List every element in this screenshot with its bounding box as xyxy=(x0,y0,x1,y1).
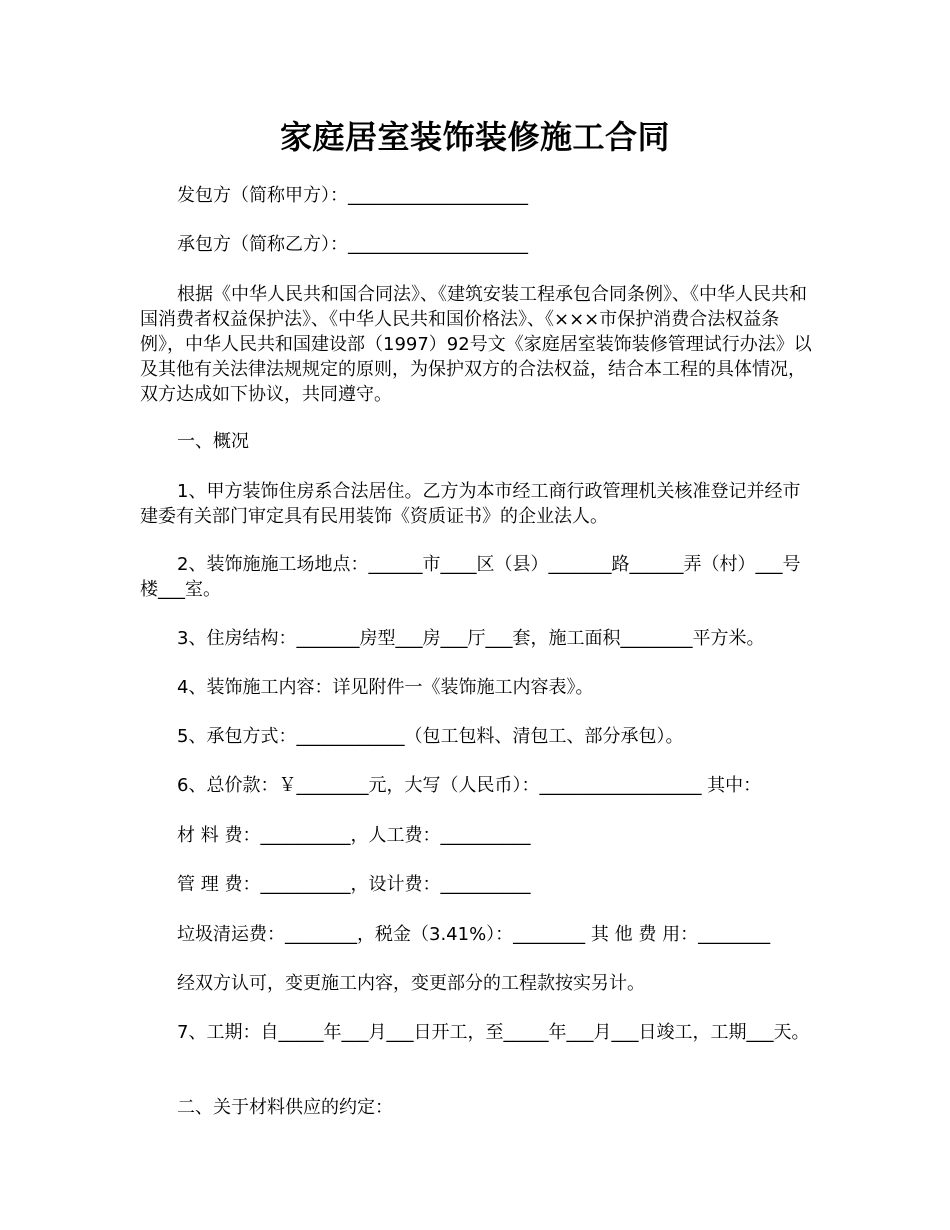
clause-7-schedule: 7、工期：自_____年___月___日开工，至_____年___月___日竣工，工期___天。 xyxy=(177,1022,810,1043)
clause-4-content: 4、装饰施工内容：详见附件一《装饰施工内容表》。 xyxy=(177,677,594,698)
change-note: 经双方认可，变更施工内容，变更部分的工程款按实另计。 xyxy=(177,973,645,994)
fee-management-design: 管 理 费：__________，设计费：__________ xyxy=(177,874,531,895)
party-b-line: 承包方（简称乙方）：____________________ xyxy=(177,234,528,255)
clause-2-site-address: 2、装饰施施工场地点：______市____区（县）_______路______弄（村）___号楼___室。 xyxy=(140,554,801,600)
clause-6-total-price: 6、总价款：￥________元，大写（人民币）：__________________ 其中： xyxy=(177,775,762,796)
fee-waste-tax-other: 垃圾清运费：________，税金（3.41%）：________ 其 他 费 用：________ xyxy=(177,924,771,945)
document-title: 家庭居室装饰装修施工合同 xyxy=(279,118,670,156)
preamble-paragraph: 根据《中华人民共和国合同法》、《建筑安装工程承包合同条例》、《中华人民共和国消费者权益保护法》、《中华人民共和国价格法》、《×××市保护消费合法权益条例》，中华人民共和国建设部（1997）92号文《家庭居室装饰装修管理试行办法》以及其他有关法律法规规定的原则，为保护双方的合法权益，结合本工程的具体情况，双方达成如下协议，共同遵守。 xyxy=(140,284,812,405)
section-heading-overview: 一、概况 xyxy=(177,431,249,452)
clause-1: 1、甲方装饰住房系合法居住。乙方为本市经工商行政管理机关核准登记并经市建委有关部门审定具有民用装饰《资质证书》的企业法人。 xyxy=(140,481,801,527)
section-heading-materials: 二、关于材料供应的约定： xyxy=(177,1097,393,1118)
party-a-line: 发包方（简称甲方）：____________________ xyxy=(177,185,528,206)
fee-materials-labor: 材 料 费：__________，人工费：__________ xyxy=(177,825,531,846)
clause-5-method: 5、承包方式：____________（包工包料、清包工、部分承包）。 xyxy=(177,726,684,747)
clause-3-structure: 3、住房结构：_______房型___房___厅___套，施工面积________平方米。 xyxy=(177,628,765,649)
